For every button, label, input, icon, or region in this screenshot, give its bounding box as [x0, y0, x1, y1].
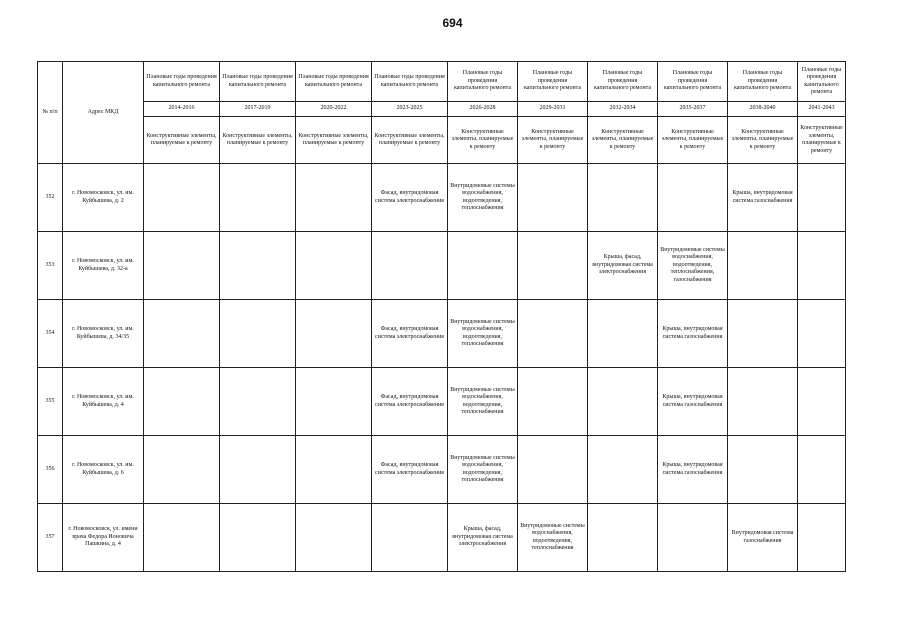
repair-cell-2029-2031 [518, 368, 588, 436]
elements-header: Конструктивные элементы, планируемые к ремонту [448, 117, 518, 164]
planned-years-header: Плановые годы проведения капитального ремонта [798, 62, 846, 102]
period-header-2041-2043: 2041-2043 [798, 102, 846, 117]
repair-cell-2029-2031: Внутридомовые системы водоснабжения, водоотведения, теплоснабжения [518, 504, 588, 572]
repair-cell-2041-2043 [798, 164, 846, 232]
planned-years-header: Плановые годы проведения капитального ремонта [658, 62, 728, 102]
planned-years-header: Плановые годы проведения капитального ремонта [588, 62, 658, 102]
table-row [38, 504, 846, 572]
row-address: г. Новомосковск, ул. им. Куйбышева, д. 34/35 [63, 300, 144, 368]
period-header-2017-2019: 2017-2019 [220, 102, 296, 117]
table-row [38, 436, 846, 504]
repair-cell-2038-2040 [728, 368, 798, 436]
repair-cell-2032-2034 [588, 300, 658, 368]
row-address: г. Новомосковск, ул. им. Куйбышева, д. 4 [63, 368, 144, 436]
repair-cell-2026-2028: Крыша, фасад, внутридомовая система электроснабжения [448, 504, 518, 572]
header-row-periods [38, 102, 846, 117]
repair-cell-2017-2019 [220, 164, 296, 232]
planned-years-header: Плановые годы проведения капитального ремонта [144, 62, 220, 102]
repair-schedule-table [37, 61, 846, 572]
repair-cell-2020-2022 [296, 436, 372, 504]
elements-header: Конструктивные элементы, планируемые к ремонту [220, 117, 296, 164]
row-address: г. Новомосковск, ул. им. Куйбышева, д. 6 [63, 436, 144, 504]
repair-cell-2035-2037: Крыша, внутридомовая система газоснабжения [658, 436, 728, 504]
row-number: 354 [38, 300, 63, 368]
repair-cell-2029-2031 [518, 164, 588, 232]
elements-header: Конструктивные элементы, планируемые к ремонту [588, 117, 658, 164]
repair-cell-2026-2028: Внутридомовые системы водоснабжения, водоотведения, теплоснабжения [448, 300, 518, 368]
planned-years-header: Плановые годы проведения капитального ремонта [728, 62, 798, 102]
repair-cell-2032-2034: Крыша, фасад, внутридомовая система электроснабжения [588, 232, 658, 300]
period-header-2032-2034: 2032-2034 [588, 102, 658, 117]
elements-header: Конструктивные элементы, планируемые к ремонту [518, 117, 588, 164]
repair-cell-2020-2022 [296, 300, 372, 368]
header-row-elements [38, 117, 846, 164]
repair-cell-2017-2019 [220, 232, 296, 300]
page-number: 694 [442, 16, 463, 30]
planned-years-header: Плановые годы проведения капитального ремонта [220, 62, 296, 102]
repair-cell-2032-2034 [588, 504, 658, 572]
row-number: 353 [38, 232, 63, 300]
period-header-2026-2028: 2026-2028 [448, 102, 518, 117]
period-header-2029-2031: 2029-2031 [518, 102, 588, 117]
table-row [38, 300, 846, 368]
repair-cell-2038-2040 [728, 232, 798, 300]
elements-header: Конструктивные элементы, планируемые к ремонту [296, 117, 372, 164]
repair-cell-2038-2040 [728, 436, 798, 504]
planned-years-header: Плановые годы проведения капитального ремонта [296, 62, 372, 102]
row-address: г. Новомосковск, ул. имени врача Федора Ионовича Пашкина, д. 4 [63, 504, 144, 572]
repair-cell-2017-2019 [220, 368, 296, 436]
row-address: г. Новомосковск, ул. им. Куйбышева, д. 2 [63, 164, 144, 232]
repair-cell-2041-2043 [798, 232, 846, 300]
row-address: г. Новомосковск, ул. им. Куйбышева, д. 32-а [63, 232, 144, 300]
period-header-2014-2016: 2014-2016 [144, 102, 220, 117]
repair-cell-2035-2037: Крыша, внутридомовая система газоснабжения [658, 368, 728, 436]
repair-cell-2035-2037 [658, 504, 728, 572]
repair-cell-2023-2025 [372, 504, 448, 572]
repair-cell-2023-2025: Фасад, внутридомовая система электроснабжения [372, 300, 448, 368]
repair-cell-2029-2031 [518, 232, 588, 300]
repair-cell-2032-2034 [588, 164, 658, 232]
elements-header: Конструктивные элементы, планируемые к ремонту [144, 117, 220, 164]
repair-cell-2014-2016 [144, 504, 220, 572]
elements-header: Конструктивные элементы, планируемые к ремонту [798, 117, 846, 164]
repair-cell-2035-2037 [658, 164, 728, 232]
repair-cell-2023-2025: Фасад, внутридомовая система электроснабжения [372, 436, 448, 504]
column-header-number: № п/п [38, 62, 63, 164]
repair-cell-2041-2043 [798, 368, 846, 436]
repair-cell-2038-2040 [728, 300, 798, 368]
row-number: 352 [38, 164, 63, 232]
repair-cell-2023-2025 [372, 232, 448, 300]
period-header-2023-2025: 2023-2025 [372, 102, 448, 117]
table-body [38, 164, 846, 572]
repair-cell-2020-2022 [296, 368, 372, 436]
column-header-address: Адрес МКД [63, 62, 144, 164]
repair-cell-2017-2019 [220, 504, 296, 572]
repair-cell-2041-2043 [798, 300, 846, 368]
table-row [38, 232, 846, 300]
repair-cell-2023-2025: Фасад, внутридомовая система электроснабжения [372, 164, 448, 232]
repair-cell-2026-2028: Внутридомовые системы водоснабжения, водоотведения, теплоснабжения [448, 368, 518, 436]
repair-cell-2035-2037: Внутридомовые системы водоснабжения, водоотведения, теплоснабжения, газоснабжения [658, 232, 728, 300]
row-number: 356 [38, 436, 63, 504]
repair-cell-2035-2037: Крыша, внутридомовая система газоснабжения [658, 300, 728, 368]
row-number: 357 [38, 504, 63, 572]
repair-cell-2020-2022 [296, 232, 372, 300]
repair-cell-2014-2016 [144, 232, 220, 300]
repair-cell-2029-2031 [518, 300, 588, 368]
repair-cell-2026-2028: Внутридомовые системы водоснабжения, водоотведения, теплоснабжения [448, 436, 518, 504]
repair-cell-2014-2016 [144, 436, 220, 504]
header-row-planned [38, 62, 846, 102]
repair-cell-2020-2022 [296, 164, 372, 232]
repair-cell-2023-2025: Фасад, внутридомовая система электроснабжения [372, 368, 448, 436]
repair-cell-2014-2016 [144, 164, 220, 232]
period-header-2038-2040: 2038-2040 [728, 102, 798, 117]
repair-cell-2026-2028 [448, 232, 518, 300]
period-header-2035-2037: 2035-2037 [658, 102, 728, 117]
elements-header: Конструктивные элементы, планируемые к ремонту [728, 117, 798, 164]
repair-cell-2032-2034 [588, 368, 658, 436]
elements-header: Конструктивные элементы, планируемые к ремонту [658, 117, 728, 164]
period-header-2020-2022: 2020-2022 [296, 102, 372, 117]
repair-cell-2020-2022 [296, 504, 372, 572]
repair-cell-2038-2040: Крыша, внутридомовая система газоснабжения [728, 164, 798, 232]
planned-years-header: Плановые годы проведения капитального ремонта [448, 62, 518, 102]
repair-cell-2038-2040: Внутридомовая система газоснабжения [728, 504, 798, 572]
row-number: 355 [38, 368, 63, 436]
repair-cell-2041-2043 [798, 436, 846, 504]
repair-cell-2014-2016 [144, 300, 220, 368]
repair-cell-2029-2031 [518, 436, 588, 504]
repair-cell-2014-2016 [144, 368, 220, 436]
repair-cell-2017-2019 [220, 300, 296, 368]
table-row [38, 368, 846, 436]
elements-header: Конструктивные элементы, планируемые к ремонту [372, 117, 448, 164]
repair-cell-2017-2019 [220, 436, 296, 504]
repair-cell-2026-2028: Внутридомовые системы водоснабжения, водоотведения, теплоснабжения [448, 164, 518, 232]
repair-cell-2041-2043 [798, 504, 846, 572]
table-row [38, 164, 846, 232]
planned-years-header: Плановые годы проведения капитального ремонта [372, 62, 448, 102]
planned-years-header: Плановые годы проведения капитального ремонта [518, 62, 588, 102]
repair-cell-2032-2034 [588, 436, 658, 504]
